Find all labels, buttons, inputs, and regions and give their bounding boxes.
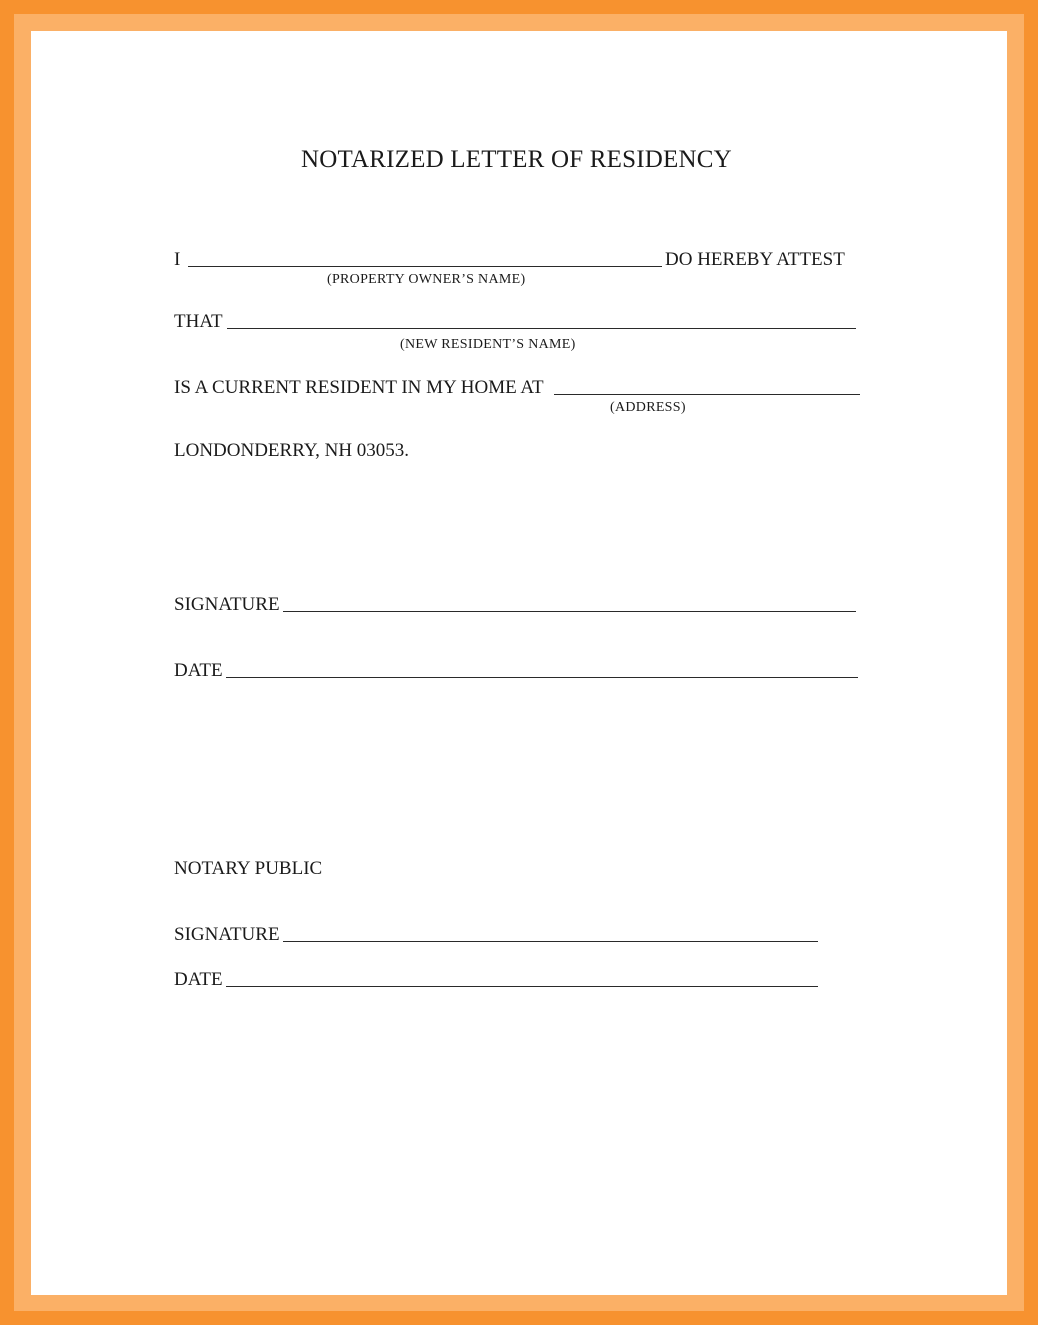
notary-heading: NOTARY PUBLIC <box>174 858 323 879</box>
notary-signature-field[interactable] <box>283 941 818 942</box>
resident-caption: (NEW RESIDENT’S NAME) <box>400 337 576 352</box>
date-label: DATE <box>174 660 223 681</box>
address-prefix: IS A CURRENT RESIDENT IN MY HOME AT <box>174 377 544 398</box>
signature-field[interactable] <box>283 611 856 612</box>
signature-label: SIGNATURE <box>174 594 280 615</box>
owner-prefix: I <box>174 249 181 270</box>
address-caption: (ADDRESS) <box>610 400 686 415</box>
address-field[interactable] <box>554 394 860 395</box>
owner-caption: (PROPERTY OWNER’S NAME) <box>327 272 526 287</box>
city-line: LONDONDERRY, NH 03053. <box>174 440 410 461</box>
notary-date-field[interactable] <box>226 986 818 987</box>
attest-text: DO HEREBY ATTEST <box>665 249 845 270</box>
notary-date-label: DATE <box>174 969 223 990</box>
notary-signature-label: SIGNATURE <box>174 924 280 945</box>
date-field[interactable] <box>226 677 858 678</box>
resident-prefix: THAT <box>174 311 223 332</box>
resident-name-field[interactable] <box>227 328 856 329</box>
owner-name-field[interactable] <box>188 266 662 267</box>
document-title: NOTARIZED LETTER OF RESIDENCY <box>301 146 732 173</box>
